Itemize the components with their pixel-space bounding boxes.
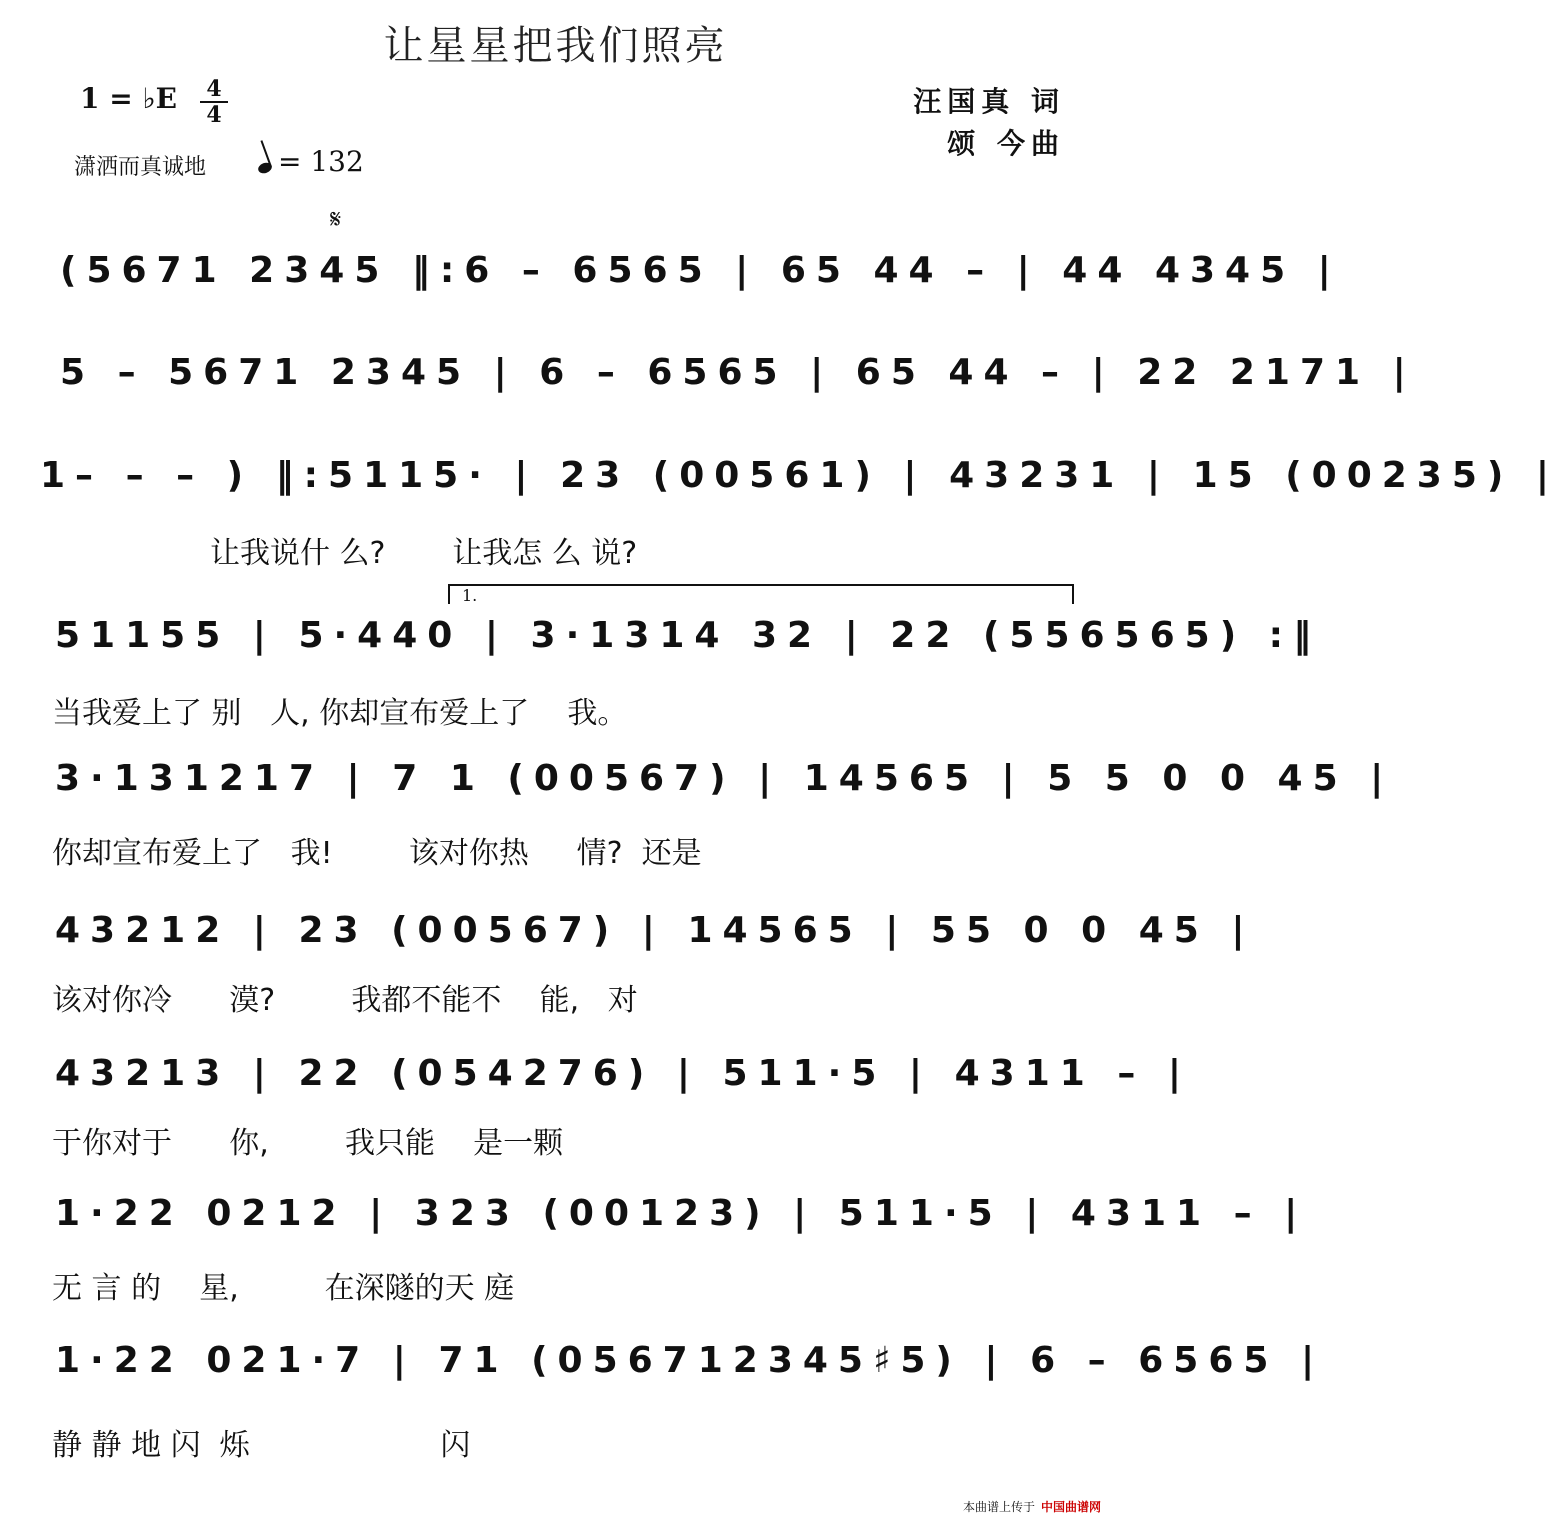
score-line-1: (5671 2345 ‖:6 – 6565 | 65 44 – | 44 4345 | <box>60 250 1341 291</box>
footer-note: 本曲谱上传于 <box>962 1500 1035 1514</box>
score-line-6: 43212 | 23 (00567) | 14565 | 55 0 0 45 | <box>55 910 1255 951</box>
score-line-2: 5 – 5671 2345 | 6 – 6565 | 65 44 – | 22 2171 | <box>60 352 1416 393</box>
song-title: 让星星把我们照亮 <box>383 23 728 69</box>
quarter-note-icon <box>257 161 274 175</box>
lyrics-line-6: 该对你冷 漠? 我都不能不 能, 对 <box>52 983 638 1018</box>
tempo-marking <box>258 145 364 178</box>
first-ending-bracket <box>448 584 1074 604</box>
first-ending-label: 1. <box>462 586 478 605</box>
meter-top: 4 <box>206 76 222 102</box>
lyricist-credit: 汪国真 词 <box>913 85 1065 118</box>
footer-credit <box>963 1498 1101 1515</box>
lyrics-line-9: 静 静 地 闪 烁 闪 <box>52 1428 471 1463</box>
tempo-value: = 132 <box>278 145 364 178</box>
site-brand-logo[interactable]: 中国曲谱网 <box>1040 1500 1101 1514</box>
key-signature: 1 = ♭E <box>80 82 177 115</box>
score-line-5: 3·131217 | 7 1 (00567) | 14565 | 5 5 0 0 45 | <box>55 758 1394 799</box>
score-line-8: 1·22 0212 | 323 (00123) | 511·5 | 4311 – | <box>55 1193 1308 1234</box>
composer-credit: 颂 今曲 <box>947 127 1065 160</box>
lyrics-line-4: 当我爱上了 别 人, 你却宣布爱上了 我。 <box>52 696 628 731</box>
time-signature <box>200 78 228 126</box>
score-line-3: 1– – – ) ‖:5115· | 23 (00561) | 43231 | 15 (00235) | <box>40 455 1559 496</box>
expression-marking: 潇洒而真诚地 <box>74 155 207 180</box>
lyrics-line-5: 你却宣布爱上了 我! 该对你热 情? 还是 <box>52 836 702 871</box>
segno-icon: 𝄋 <box>330 205 342 235</box>
score-line-9: 1·22 021·7 | 71 (056712345♯5) | 6 – 6565 | <box>55 1340 1325 1381</box>
lyrics-line-7: 于你对于 你, 我只能 是一颗 <box>52 1126 564 1161</box>
lyrics-line-3: 让我说什 么? 让我怎 么 说? <box>210 536 638 571</box>
lyrics-line-8: 无 言 的 星, 在深隧的天 庭 <box>52 1271 515 1306</box>
score-line-7: 43213 | 22 (054276) | 511·5 | 4311 – | <box>55 1053 1191 1094</box>
meter-bottom: 4 <box>206 102 222 128</box>
score-line-4: 51155 | 5·440 | 3·1314 32 | 22 (556565) :‖ <box>55 615 1322 656</box>
